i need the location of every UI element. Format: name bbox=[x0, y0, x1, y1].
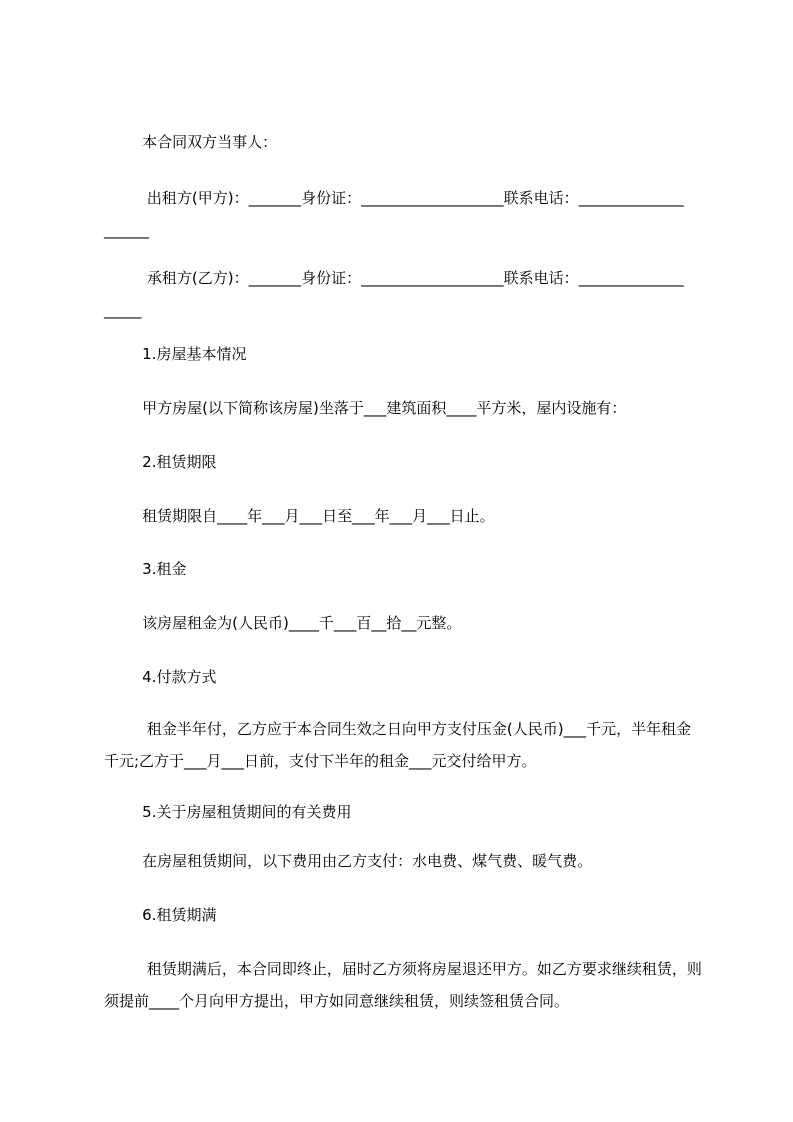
section-3-body: 该房屋租金为(人民币)____千___百__拾__元整。 bbox=[104, 614, 462, 632]
section-6-heading: 6.租赁期满 bbox=[104, 906, 217, 924]
section-2-heading: 2.租赁期限 bbox=[104, 453, 217, 471]
lessee-line: 承租方(乙方)：_______身份证：___________________联系电话：______________ _____ bbox=[104, 269, 684, 319]
section-2-body: 租赁期限自____年___月___日至___年___月___日止。 bbox=[104, 507, 495, 525]
section-5-heading: 5.关于房屋租赁期间的有关费用 bbox=[104, 803, 352, 821]
section-6-body: 租赁期满后，本合同即终止，届时乙方须将房屋退还甲方。如乙方要求继续租赁，则须提前____个月向甲方提出，甲方如同意继续租赁，则续签租赁合同。 bbox=[104, 960, 702, 1010]
section-3-heading: 3.租金 bbox=[104, 560, 187, 578]
section-1-body: 甲方房屋(以下简称该房屋)坐落于___建筑面积____平方米，屋内设施有： bbox=[104, 399, 627, 417]
section-4-body: 租金半年付，乙方应于本合同生效之日向甲方支付压金(人民币)___千元，半年租金千元;乙方于___月___日前，支付下半年的租金___元交付给甲方。 bbox=[104, 720, 692, 770]
lessor-line: 出租方(甲方)：_______身份证：___________________联系电话：______________ ______ bbox=[104, 189, 684, 239]
section-5-body: 在房屋租赁期间，以下费用由乙方支付：水电费、煤气费、暖气费。 bbox=[104, 852, 593, 870]
section-1-heading: 1.房屋基本情况 bbox=[104, 345, 247, 363]
section-4-heading: 4.付款方式 bbox=[104, 668, 217, 686]
parties-intro: 本合同双方当事人： bbox=[104, 133, 278, 151]
